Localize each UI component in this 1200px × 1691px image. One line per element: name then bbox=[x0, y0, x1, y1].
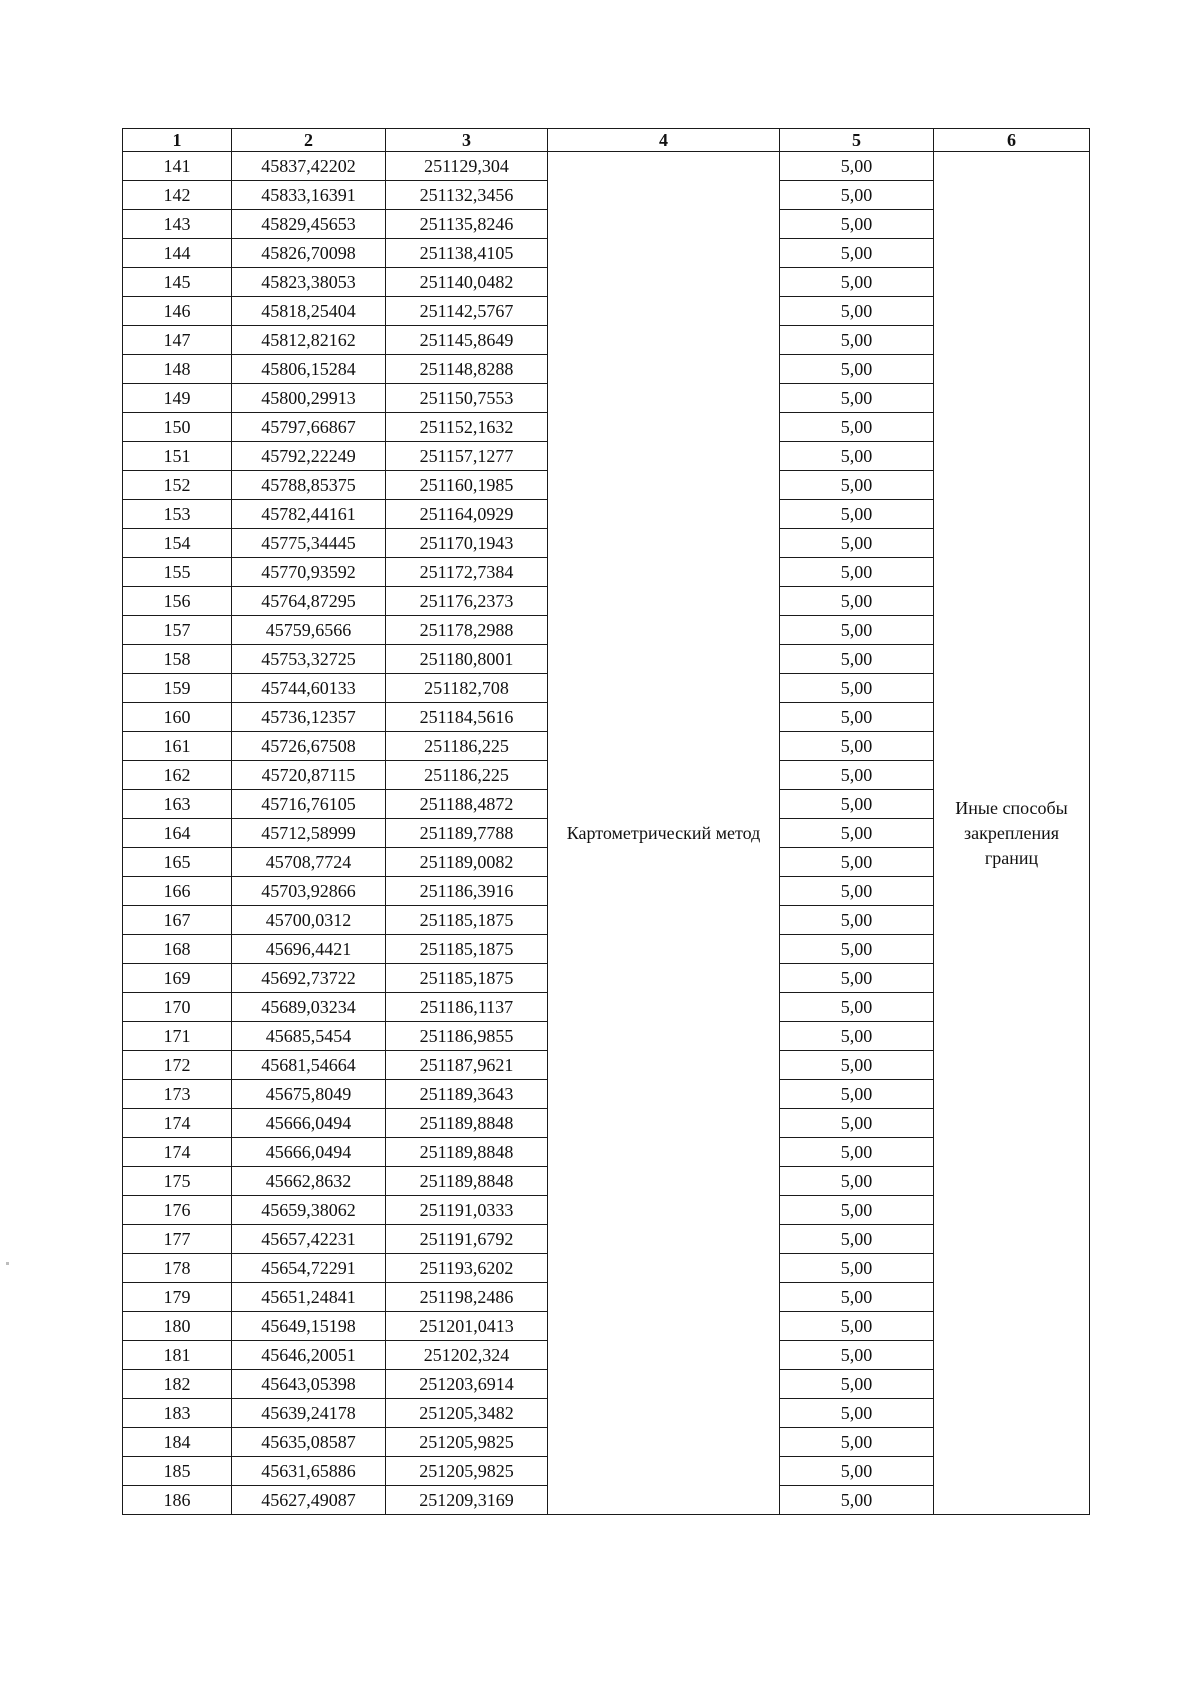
x-coordinate-cell: 45649,15198 bbox=[232, 1312, 386, 1341]
accuracy-cell: 5,00 bbox=[780, 297, 934, 326]
accuracy-cell: 5,00 bbox=[780, 645, 934, 674]
y-coordinate-cell: 251132,3456 bbox=[386, 181, 548, 210]
table-row bbox=[123, 152, 1090, 181]
point-number-cell: 143 bbox=[123, 210, 232, 239]
y-coordinate-cell: 251203,6914 bbox=[386, 1370, 548, 1399]
accuracy-cell: 5,00 bbox=[780, 1399, 934, 1428]
accuracy-cell: 5,00 bbox=[780, 442, 934, 471]
y-coordinate-cell: 251160,1985 bbox=[386, 471, 548, 500]
point-number-cell: 175 bbox=[123, 1167, 232, 1196]
boundary-points-table bbox=[122, 128, 1090, 1515]
y-coordinate-cell: 251176,2373 bbox=[386, 587, 548, 616]
y-coordinate-cell: 251182,708 bbox=[386, 674, 548, 703]
accuracy-cell: 5,00 bbox=[780, 616, 934, 645]
y-coordinate-cell: 251170,1943 bbox=[386, 529, 548, 558]
point-number-cell: 178 bbox=[123, 1254, 232, 1283]
accuracy-cell: 5,00 bbox=[780, 964, 934, 993]
point-number-cell: 166 bbox=[123, 877, 232, 906]
y-coordinate-cell: 251145,8649 bbox=[386, 326, 548, 355]
accuracy-cell: 5,00 bbox=[780, 703, 934, 732]
y-coordinate-cell: 251172,7384 bbox=[386, 558, 548, 587]
accuracy-cell: 5,00 bbox=[780, 268, 934, 297]
accuracy-cell: 5,00 bbox=[780, 906, 934, 935]
y-coordinate-cell: 251186,1137 bbox=[386, 993, 548, 1022]
x-coordinate-cell: 45675,8049 bbox=[232, 1080, 386, 1109]
y-coordinate-cell: 251193,6202 bbox=[386, 1254, 548, 1283]
x-coordinate-cell: 45708,7724 bbox=[232, 848, 386, 877]
point-number-cell: 142 bbox=[123, 181, 232, 210]
y-coordinate-cell: 251185,1875 bbox=[386, 964, 548, 993]
point-number-cell: 147 bbox=[123, 326, 232, 355]
x-coordinate-cell: 45837,42202 bbox=[232, 152, 386, 181]
x-coordinate-cell: 45818,25404 bbox=[232, 297, 386, 326]
accuracy-cell: 5,00 bbox=[780, 1051, 934, 1080]
point-number-cell: 155 bbox=[123, 558, 232, 587]
point-number-cell: 169 bbox=[123, 964, 232, 993]
point-number-cell: 158 bbox=[123, 645, 232, 674]
accuracy-cell: 5,00 bbox=[780, 761, 934, 790]
y-coordinate-cell: 251180,8001 bbox=[386, 645, 548, 674]
y-coordinate-cell: 251185,1875 bbox=[386, 906, 548, 935]
accuracy-cell: 5,00 bbox=[780, 1254, 934, 1283]
accuracy-cell: 5,00 bbox=[780, 152, 934, 181]
point-number-cell: 176 bbox=[123, 1196, 232, 1225]
point-number-cell: 172 bbox=[123, 1051, 232, 1080]
x-coordinate-cell: 45792,22249 bbox=[232, 442, 386, 471]
y-coordinate-cell: 251198,2486 bbox=[386, 1283, 548, 1312]
accuracy-cell: 5,00 bbox=[780, 413, 934, 442]
y-coordinate-cell: 251209,3169 bbox=[386, 1486, 548, 1515]
x-coordinate-cell: 45829,45653 bbox=[232, 210, 386, 239]
x-coordinate-cell: 45826,70098 bbox=[232, 239, 386, 268]
point-number-cell: 145 bbox=[123, 268, 232, 297]
point-number-cell: 186 bbox=[123, 1486, 232, 1515]
point-number-cell: 174 bbox=[123, 1109, 232, 1138]
accuracy-cell: 5,00 bbox=[780, 355, 934, 384]
point-number-cell: 167 bbox=[123, 906, 232, 935]
y-coordinate-cell: 251135,8246 bbox=[386, 210, 548, 239]
point-number-cell: 150 bbox=[123, 413, 232, 442]
point-number-cell: 144 bbox=[123, 239, 232, 268]
x-coordinate-cell: 45823,38053 bbox=[232, 268, 386, 297]
x-coordinate-cell: 45775,34445 bbox=[232, 529, 386, 558]
x-coordinate-cell: 45700,0312 bbox=[232, 906, 386, 935]
x-coordinate-cell: 45646,20051 bbox=[232, 1341, 386, 1370]
y-coordinate-cell: 251186,225 bbox=[386, 761, 548, 790]
point-number-cell: 163 bbox=[123, 790, 232, 819]
accuracy-cell: 5,00 bbox=[780, 587, 934, 616]
point-number-cell: 170 bbox=[123, 993, 232, 1022]
y-coordinate-cell: 251186,9855 bbox=[386, 1022, 548, 1051]
x-coordinate-cell: 45627,49087 bbox=[232, 1486, 386, 1515]
x-coordinate-cell: 45764,87295 bbox=[232, 587, 386, 616]
point-number-cell: 152 bbox=[123, 471, 232, 500]
y-coordinate-cell: 251189,8848 bbox=[386, 1109, 548, 1138]
accuracy-cell: 5,00 bbox=[780, 558, 934, 587]
x-coordinate-cell: 45635,08587 bbox=[232, 1428, 386, 1457]
accuracy-cell: 5,00 bbox=[780, 1196, 934, 1225]
x-coordinate-cell: 45692,73722 bbox=[232, 964, 386, 993]
y-coordinate-cell: 251205,9825 bbox=[386, 1428, 548, 1457]
point-number-cell: 185 bbox=[123, 1457, 232, 1486]
point-number-cell: 173 bbox=[123, 1080, 232, 1109]
accuracy-cell: 5,00 bbox=[780, 674, 934, 703]
y-coordinate-cell: 251178,2988 bbox=[386, 616, 548, 645]
accuracy-cell: 5,00 bbox=[780, 1486, 934, 1515]
accuracy-cell: 5,00 bbox=[780, 1457, 934, 1486]
point-number-cell: 160 bbox=[123, 703, 232, 732]
accuracy-cell: 5,00 bbox=[780, 848, 934, 877]
y-coordinate-cell: 251191,0333 bbox=[386, 1196, 548, 1225]
point-number-cell: 159 bbox=[123, 674, 232, 703]
header-col-3: 3 bbox=[386, 129, 548, 152]
x-coordinate-cell: 45703,92866 bbox=[232, 877, 386, 906]
y-coordinate-cell: 251185,1875 bbox=[386, 935, 548, 964]
y-coordinate-cell: 251150,7553 bbox=[386, 384, 548, 413]
x-coordinate-cell: 45720,87115 bbox=[232, 761, 386, 790]
accuracy-cell: 5,00 bbox=[780, 500, 934, 529]
accuracy-cell: 5,00 bbox=[780, 1080, 934, 1109]
accuracy-cell: 5,00 bbox=[780, 210, 934, 239]
point-number-cell: 183 bbox=[123, 1399, 232, 1428]
accuracy-cell: 5,00 bbox=[780, 1283, 934, 1312]
y-coordinate-cell: 251189,7788 bbox=[386, 819, 548, 848]
y-coordinate-cell: 251140,0482 bbox=[386, 268, 548, 297]
y-coordinate-cell: 251201,0413 bbox=[386, 1312, 548, 1341]
accuracy-cell: 5,00 bbox=[780, 1167, 934, 1196]
header-col-1: 1 bbox=[123, 129, 232, 152]
accuracy-cell: 5,00 bbox=[780, 1370, 934, 1399]
x-coordinate-cell: 45681,54664 bbox=[232, 1051, 386, 1080]
method-cell: Картометрический метод bbox=[548, 152, 780, 1515]
point-number-cell: 180 bbox=[123, 1312, 232, 1341]
x-coordinate-cell: 45736,12357 bbox=[232, 703, 386, 732]
x-coordinate-cell: 45662,8632 bbox=[232, 1167, 386, 1196]
point-number-cell: 171 bbox=[123, 1022, 232, 1051]
x-coordinate-cell: 45659,38062 bbox=[232, 1196, 386, 1225]
x-coordinate-cell: 45666,0494 bbox=[232, 1138, 386, 1167]
point-number-cell: 141 bbox=[123, 152, 232, 181]
x-coordinate-cell: 45696,4421 bbox=[232, 935, 386, 964]
y-coordinate-cell: 251164,0929 bbox=[386, 500, 548, 529]
accuracy-cell: 5,00 bbox=[780, 1428, 934, 1457]
table-header bbox=[123, 129, 1090, 152]
x-coordinate-cell: 45800,29913 bbox=[232, 384, 386, 413]
accuracy-cell: 5,00 bbox=[780, 326, 934, 355]
y-coordinate-cell: 251189,0082 bbox=[386, 848, 548, 877]
point-number-cell: 162 bbox=[123, 761, 232, 790]
x-coordinate-cell: 45788,85375 bbox=[232, 471, 386, 500]
accuracy-cell: 5,00 bbox=[780, 529, 934, 558]
y-coordinate-cell: 251205,3482 bbox=[386, 1399, 548, 1428]
accuracy-cell: 5,00 bbox=[780, 471, 934, 500]
accuracy-cell: 5,00 bbox=[780, 1341, 934, 1370]
point-number-cell: 148 bbox=[123, 355, 232, 384]
accuracy-cell: 5,00 bbox=[780, 819, 934, 848]
x-coordinate-cell: 45643,05398 bbox=[232, 1370, 386, 1399]
x-coordinate-cell: 45770,93592 bbox=[232, 558, 386, 587]
x-coordinate-cell: 45797,66867 bbox=[232, 413, 386, 442]
point-number-cell: 177 bbox=[123, 1225, 232, 1254]
x-coordinate-cell: 45782,44161 bbox=[232, 500, 386, 529]
y-coordinate-cell: 251148,8288 bbox=[386, 355, 548, 384]
point-number-cell: 154 bbox=[123, 529, 232, 558]
fixing-method-cell: Иные способы закрепления границ bbox=[934, 152, 1090, 1515]
accuracy-cell: 5,00 bbox=[780, 239, 934, 268]
point-number-cell: 182 bbox=[123, 1370, 232, 1399]
x-coordinate-cell: 45657,42231 bbox=[232, 1225, 386, 1254]
point-number-cell: 184 bbox=[123, 1428, 232, 1457]
point-number-cell: 156 bbox=[123, 587, 232, 616]
accuracy-cell: 5,00 bbox=[780, 1022, 934, 1051]
point-number-cell: 164 bbox=[123, 819, 232, 848]
y-coordinate-cell: 251186,3916 bbox=[386, 877, 548, 906]
y-coordinate-cell: 251186,225 bbox=[386, 732, 548, 761]
x-coordinate-cell: 45651,24841 bbox=[232, 1283, 386, 1312]
y-coordinate-cell: 251202,324 bbox=[386, 1341, 548, 1370]
accuracy-cell: 5,00 bbox=[780, 384, 934, 413]
accuracy-cell: 5,00 bbox=[780, 790, 934, 819]
y-coordinate-cell: 251138,4105 bbox=[386, 239, 548, 268]
accuracy-cell: 5,00 bbox=[780, 1138, 934, 1167]
header-col-4: 4 bbox=[548, 129, 780, 152]
point-number-cell: 146 bbox=[123, 297, 232, 326]
y-coordinate-cell: 251152,1632 bbox=[386, 413, 548, 442]
point-number-cell: 181 bbox=[123, 1341, 232, 1370]
y-coordinate-cell: 251191,6792 bbox=[386, 1225, 548, 1254]
y-coordinate-cell: 251187,9621 bbox=[386, 1051, 548, 1080]
y-coordinate-cell: 251205,9825 bbox=[386, 1457, 548, 1486]
x-coordinate-cell: 45753,32725 bbox=[232, 645, 386, 674]
point-number-cell: 161 bbox=[123, 732, 232, 761]
x-coordinate-cell: 45716,76105 bbox=[232, 790, 386, 819]
point-number-cell: 153 bbox=[123, 500, 232, 529]
x-coordinate-cell: 45689,03234 bbox=[232, 993, 386, 1022]
x-coordinate-cell: 45666,0494 bbox=[232, 1109, 386, 1138]
point-number-cell: 165 bbox=[123, 848, 232, 877]
header-col-2: 2 bbox=[232, 129, 386, 152]
y-coordinate-cell: 251129,304 bbox=[386, 152, 548, 181]
point-number-cell: 174 bbox=[123, 1138, 232, 1167]
accuracy-cell: 5,00 bbox=[780, 1225, 934, 1254]
accuracy-cell: 5,00 bbox=[780, 1312, 934, 1341]
header-col-5: 5 bbox=[780, 129, 934, 152]
y-coordinate-cell: 251184,5616 bbox=[386, 703, 548, 732]
x-coordinate-cell: 45759,6566 bbox=[232, 616, 386, 645]
x-coordinate-cell: 45631,65886 bbox=[232, 1457, 386, 1486]
accuracy-cell: 5,00 bbox=[780, 732, 934, 761]
x-coordinate-cell: 45639,24178 bbox=[232, 1399, 386, 1428]
x-coordinate-cell: 45806,15284 bbox=[232, 355, 386, 384]
y-coordinate-cell: 251189,8848 bbox=[386, 1138, 548, 1167]
x-coordinate-cell: 45812,82162 bbox=[232, 326, 386, 355]
point-number-cell: 157 bbox=[123, 616, 232, 645]
y-coordinate-cell: 251188,4872 bbox=[386, 790, 548, 819]
x-coordinate-cell: 45685,5454 bbox=[232, 1022, 386, 1051]
point-number-cell: 149 bbox=[123, 384, 232, 413]
y-coordinate-cell: 251157,1277 bbox=[386, 442, 548, 471]
x-coordinate-cell: 45833,16391 bbox=[232, 181, 386, 210]
scan-speck bbox=[6, 1262, 9, 1265]
table-body bbox=[123, 152, 1090, 1515]
y-coordinate-cell: 251189,8848 bbox=[386, 1167, 548, 1196]
accuracy-cell: 5,00 bbox=[780, 993, 934, 1022]
y-coordinate-cell: 251142,5767 bbox=[386, 297, 548, 326]
x-coordinate-cell: 45712,58999 bbox=[232, 819, 386, 848]
point-number-cell: 179 bbox=[123, 1283, 232, 1312]
y-coordinate-cell: 251189,3643 bbox=[386, 1080, 548, 1109]
x-coordinate-cell: 45744,60133 bbox=[232, 674, 386, 703]
point-number-cell: 151 bbox=[123, 442, 232, 471]
accuracy-cell: 5,00 bbox=[780, 935, 934, 964]
point-number-cell: 168 bbox=[123, 935, 232, 964]
header-col-6: 6 bbox=[934, 129, 1090, 152]
accuracy-cell: 5,00 bbox=[780, 1109, 934, 1138]
x-coordinate-cell: 45726,67508 bbox=[232, 732, 386, 761]
accuracy-cell: 5,00 bbox=[780, 877, 934, 906]
x-coordinate-cell: 45654,72291 bbox=[232, 1254, 386, 1283]
accuracy-cell: 5,00 bbox=[780, 181, 934, 210]
header-row bbox=[123, 129, 1090, 152]
